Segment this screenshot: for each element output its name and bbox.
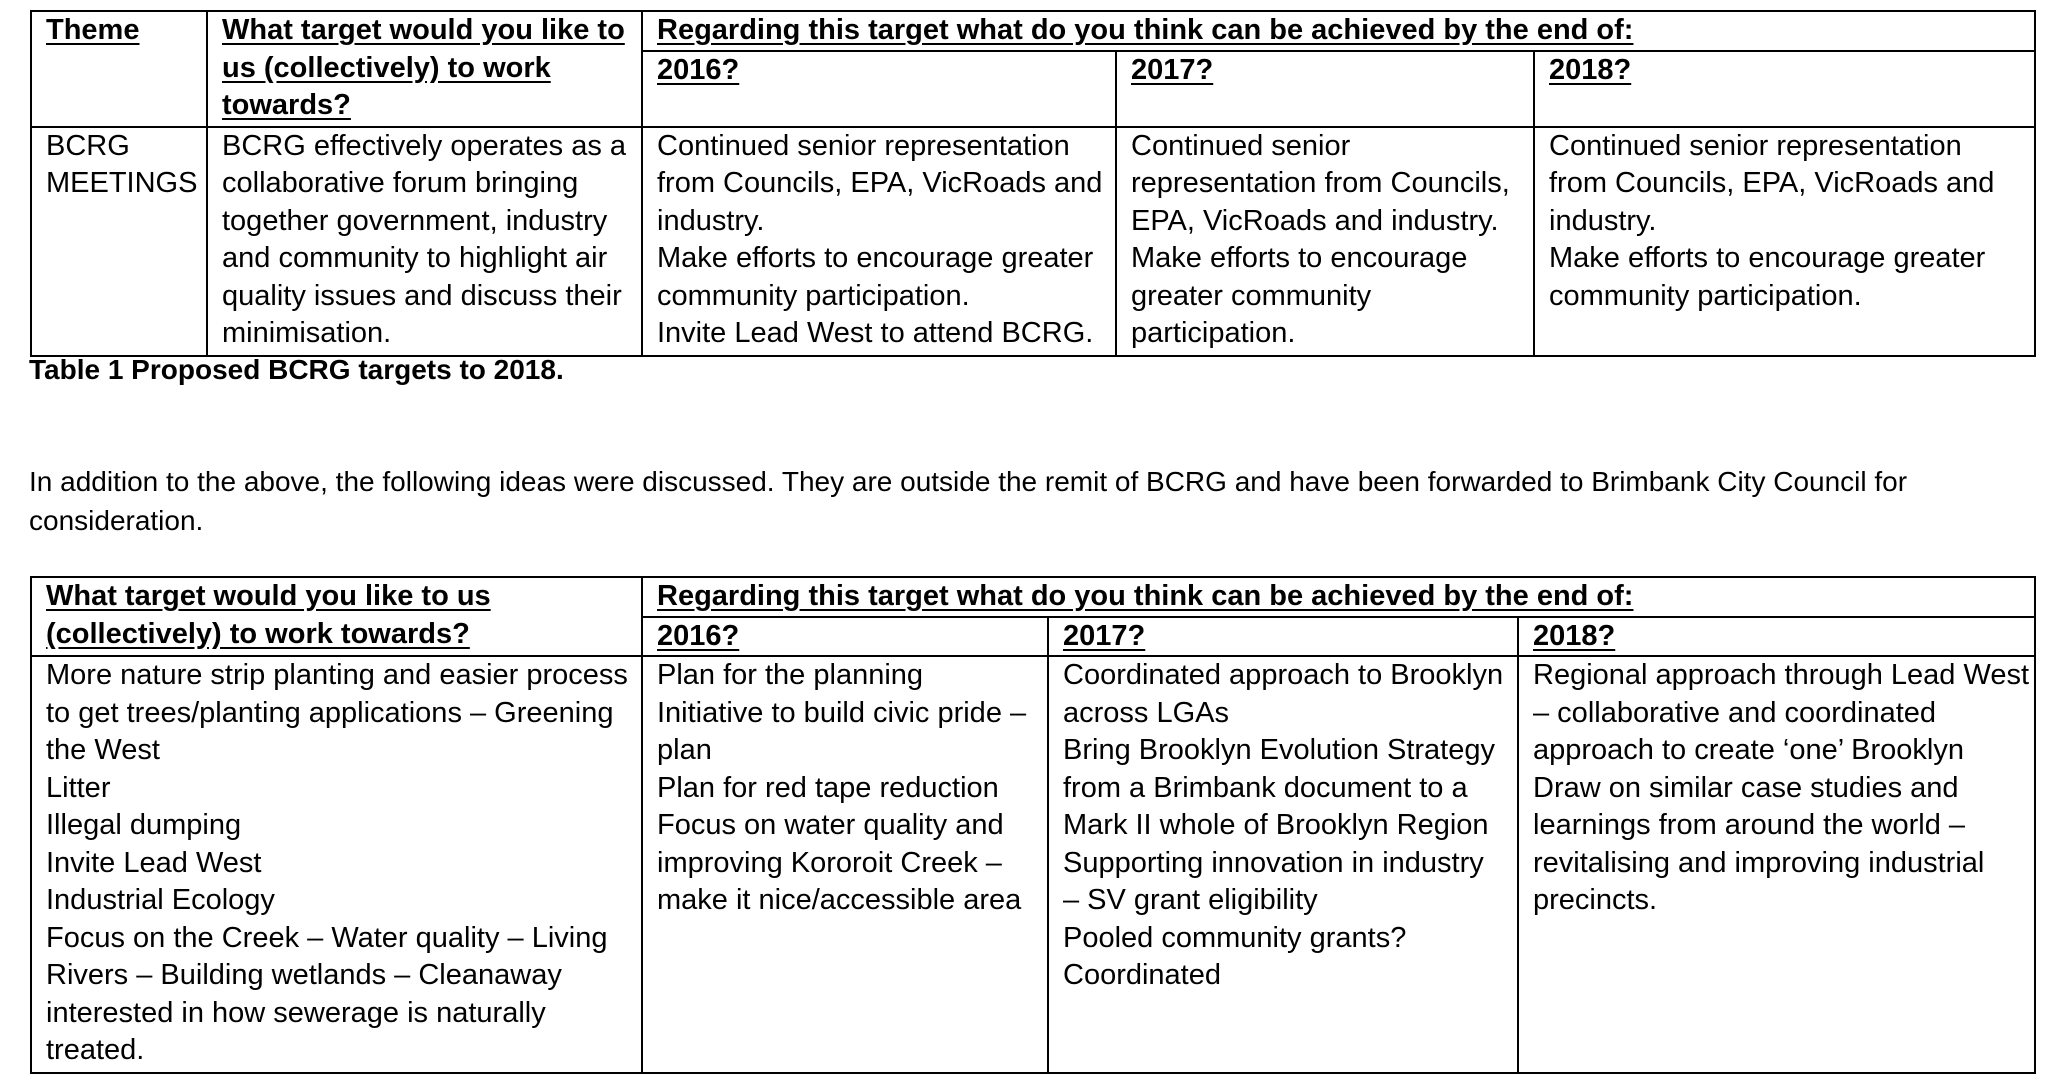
targets-table-bcrg (30, 10, 2036, 357)
year-2018-cell: Regional approach through Lead West – collaborative and coordinated approach to create ‘one’ Brooklyn Draw on similar case studies and learnings from around the world – revitalising and improving industrial precincts. (1518, 656, 2035, 1073)
year-2016-header: 2016? (642, 51, 1116, 127)
target-cell: BCRG effectively operates as a collaborative forum bringing together government, industry and community to highlight air quality issues and discuss their minimisation. (207, 127, 642, 356)
theme-cell: BCRG MEETINGS (31, 127, 207, 356)
year-2017-header: 2017? (1116, 51, 1534, 127)
year-2017-header: 2017? (1048, 617, 1518, 657)
year-2017-cell: Coordinated approach to Brooklyn across LGAs Bring Brooklyn Evolution Strategy from a Brimbank document to a Mark II whole of Brooklyn Region Supporting innovation in industry – SV grant eligibility Pooled community grants? Coordinated (1048, 656, 1518, 1073)
table-caption: Table 1 Proposed BCRG targets to 2018. (29, 354, 564, 385)
table2-header-row-1 (31, 577, 2035, 617)
theme-header: Theme (31, 11, 207, 127)
year-2016-cell: Plan for the planning Initiative to build civic pride – plan Plan for red tape reduction Focus on water quality and improving Kororoit Creek – make it nice/accessible area (642, 656, 1048, 1073)
target-header: What target would you like to us (collectively) to work towards? (31, 577, 642, 656)
table1-header-row-1 (31, 11, 2035, 51)
year-2017-cell: Continued senior representation from Councils, EPA, VicRoads and industry. Make efforts to encourage greater community participation. (1116, 127, 1534, 356)
regarding-header: Regarding this target what do you think can be achieved by the end of: (642, 577, 2035, 617)
table-row (31, 127, 2035, 356)
year-2018-header: 2018? (1518, 617, 2035, 657)
target-cell: More nature strip planting and easier process to get trees/planting applications – Greening the West Litter Illegal dumping Invite Lead West Industrial Ecology Focus on the Creek – Water quality – Living Rivers – Building wetlands – Cleanaway interested in how sewerage is naturally treated. (31, 656, 642, 1073)
regarding-header: Regarding this target what do you think can be achieved by the end of: (642, 11, 2035, 51)
targets-table-council (30, 576, 2036, 1074)
table-row (31, 656, 2035, 1073)
body-paragraph: In addition to the above, the following ideas were discussed. They are outside the remit of BCRG and have been forwarded to Brimbank City Council for consideration. (29, 466, 1908, 536)
target-header: What target would you like to us (collectively) to work towards? (207, 11, 642, 127)
year-2018-cell: Continued senior representation from Councils, EPA, VicRoads and industry. Make efforts to encourage greater community participation. (1534, 127, 2035, 356)
year-2016-cell: Continued senior representation from Councils, EPA, VicRoads and industry. Make efforts to encourage greater community participation. Invite Lead West to attend BCRG. (642, 127, 1116, 356)
year-2018-header: 2018? (1534, 51, 2035, 127)
year-2016-header: 2016? (642, 617, 1048, 657)
